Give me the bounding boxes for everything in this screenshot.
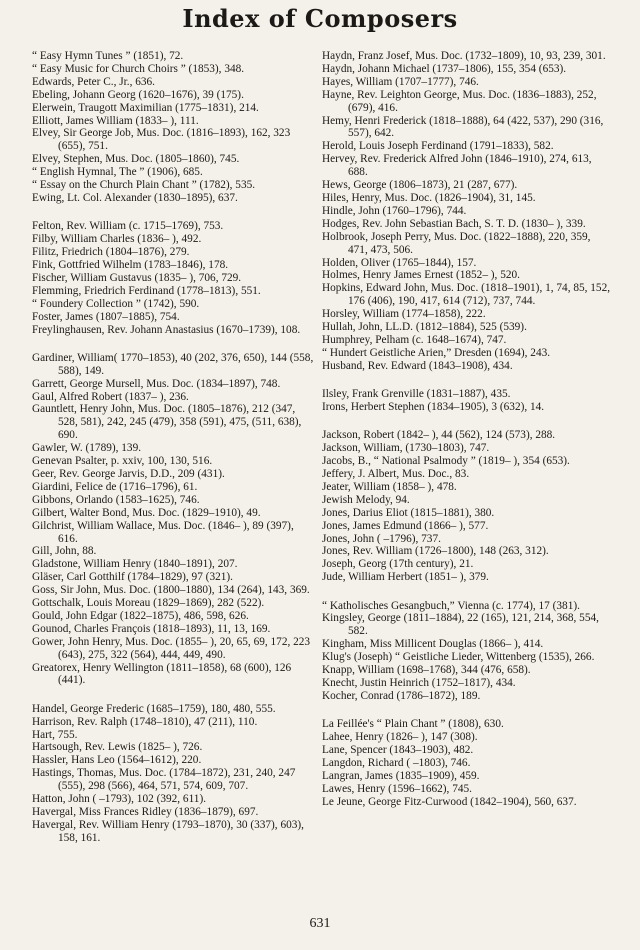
index-entry: Hervey, Rev. Frederick Alfred John (1846–1910), 274, 613, 688. <box>322 153 592 179</box>
index-entry: Knapp, William (1698–1768), 344 (476, 658). <box>322 664 531 677</box>
index-entry: Elvey, Stephen, Mus. Doc. (1805–1860), 745. <box>32 153 240 166</box>
index-entry: Langran, James (1835–1909), 459. <box>322 769 480 782</box>
index-entry: Kocher, Conrad (1786–1872), 189. <box>322 689 481 702</box>
letter-group <box>32 352 316 688</box>
left-column <box>32 50 316 845</box>
index-entry: Gould, John Edgar (1822–1875), 486, 598, 626. <box>32 609 249 622</box>
index-entry: Haydn, Franz Josef, Mus. Doc. (1732–1809), 10, 93, 239, 301. <box>322 50 606 62</box>
right-column <box>322 50 612 809</box>
index-entry: Genevan Psalter, p. xxiv, 100, 130, 516. <box>32 455 213 468</box>
index-entry: Garrett, George Mursell, Mus. Doc. (1834–1897), 748. <box>32 377 281 390</box>
index-entry: Giardini, Felice de (1716–1796), 61. <box>32 480 198 493</box>
index-entry: Holmes, Henry James Ernest (1852– ), 520. <box>322 269 520 282</box>
page-title: Index of Composers <box>182 4 458 33</box>
index-entry: “ Easy Music for Church Choirs ” (1853), 348. <box>32 62 245 75</box>
index-entry: Harrison, Rev. Ralph (1748–1810), 47 (211), 110. <box>32 715 258 728</box>
index-entry: Lane, Spencer (1843–1903), 482. <box>322 743 474 756</box>
index-entry: Hiles, Henry, Mus. Doc. (1826–1904), 31, 145. <box>322 191 536 204</box>
index-entry: Humphrey, Pelham (c. 1648–1674), 747. <box>322 333 507 346</box>
index-entry: Jacobs, B., “ National Psalmody ” (1819– ), 354 (653). <box>322 455 570 468</box>
index-entry: Hayne, Rev. Leighton George, Mus. Doc. (1836–1883), 252, (679), 416. <box>322 88 597 114</box>
index-entry: “ Hundert Geistliche Arien,” Dresden (1694), 243. <box>322 346 551 359</box>
index-entry: “ Foundery Collection ” (1742), 590. <box>32 297 200 310</box>
index-entry: Gaul, Alfred Robert (1837– ), 236. <box>32 390 189 403</box>
index-entry: Hemy, Henri Frederick (1818–1888), 64 (422, 537), 290 (316, 557), 642. <box>322 114 604 140</box>
index-entry: Gounod, Charles François (1818–1893), 11, 13, 169. <box>32 622 271 635</box>
index-entry: Jeffery, J. Albert, Mus. Doc., 83. <box>322 467 470 480</box>
index-entry: Herold, Louis Joseph Ferdinand (1791–1833), 582. <box>322 140 554 153</box>
index-entry: Filby, William Charles (1836– ), 492. <box>32 233 202 246</box>
index-entry: Le Jeune, George Fitz-Curwood (1842–1904), 560, 637. <box>322 795 577 808</box>
index-entry: Klug's (Joseph) “ Geistliche Lieder, Wittenberg (1535), 266. <box>322 651 595 664</box>
index-entry: Jones, Darius Eliot (1815–1881), 380. <box>322 506 495 519</box>
index-entry: Irons, Herbert Stephen (1834–1905), 3 (632), 14. <box>322 400 545 413</box>
index-entry: “ Essay on the Church Plain Chant ” (1782), 535. <box>32 179 256 192</box>
index-entry: “ English Hymnal, The ” (1906), 685. <box>32 166 203 179</box>
index-entry: Gibbons, Orlando (1583–1625), 746. <box>32 493 200 506</box>
letter-group <box>322 429 612 584</box>
index-entry: Holbrook, Joseph Perry, Mus. Doc. (1822–1888), 220, 359, 471, 473, 506. <box>322 230 591 256</box>
index-entry: Kingham, Miss Millicent Douglas (1866– ), 414. <box>322 638 544 651</box>
index-entry: Gawler, W. (1789), 139. <box>32 442 142 455</box>
index-entry: “ Easy Hymn Tunes ” (1851), 72. <box>32 50 184 62</box>
index-entry: Freylinghausen, Rev. Johann Anastasius (1670–1739), 108. <box>32 323 301 336</box>
index-entry: Lawes, Henry (1596–1662), 745. <box>322 782 472 795</box>
index-entry: Gläser, Carl Gotthilf (1784–1829), 97 (321). <box>32 571 233 584</box>
index-entry: Joseph, Georg (17th century), 21. <box>322 558 474 571</box>
index-entry: Foster, James (1807–1885), 754. <box>32 310 180 323</box>
index-entry: Gower, John Henry, Mus. Doc. (1855– ), 20, 65, 69, 172, 223 (643), 275, 322 (564), 444, 449, 490. <box>32 635 311 661</box>
page-number: 631 <box>309 916 331 931</box>
index-entry: Hastings, Thomas, Mus. Doc. (1784–1872), 231, 240, 247 (555), 298 (566), 464, 571, 574, 609, 707. <box>32 767 296 793</box>
index-entry: Jones, James Edmund (1866– ), 577. <box>322 519 489 532</box>
letter-group <box>322 388 612 414</box>
letter-group <box>322 718 612 808</box>
letter-group <box>32 220 316 336</box>
index-entry: Hart, 755. <box>32 728 78 741</box>
index-entry: Langdon, Richard ( –1803), 746. <box>322 756 471 769</box>
index-entry: “ Katholisches Gesangbuch,” Vienna (c. 1774), 17 (381). <box>322 599 580 612</box>
index-entry: Ebeling, Johann Georg (1620–1676), 39 (175). <box>32 88 244 101</box>
index-entry: Flemming, Friedrich Ferdinand (1778–1813), 551. <box>32 284 261 297</box>
index-entry: Felton, Rev. William (c. 1715–1769), 753. <box>32 220 224 233</box>
index-entry: Gilbert, Walter Bond, Mus. Doc. (1829–1910), 49. <box>32 506 261 519</box>
index-entry: Kingsley, George (1811–1884), 22 (165), 121, 214, 368, 554, 582. <box>322 612 599 638</box>
index-entry: Ilsley, Frank Grenville (1831–1887), 435. <box>322 388 511 401</box>
index-entry: Hews, George (1806–1873), 21 (287, 677). <box>322 179 518 192</box>
index-entry: Fink, Gottfried Wilhelm (1783–1846), 178. <box>32 258 229 271</box>
index-entry: Hindle, John (1760–1796), 744. <box>322 204 467 217</box>
index-entry: Gladstone, William Henry (1840–1891), 207. <box>32 558 238 571</box>
index-entry: Havergal, Miss Frances Ridley (1836–1879), 697. <box>32 806 259 819</box>
index-entry: La Feillée's “ Plain Chant ” (1808), 630. <box>322 718 504 731</box>
index-entry: Gilchrist, William Wallace, Mus. Doc. (1846– ), 89 (397), 616. <box>32 519 294 545</box>
index-entry: Hayes, William (1707–1777), 746. <box>322 75 479 88</box>
index-entry: Jackson, Robert (1842– ), 44 (562), 124 (573), 288. <box>322 429 556 442</box>
index-entry: Lahee, Henry (1826– ), 147 (308). <box>322 731 478 744</box>
letter-group <box>322 600 612 703</box>
index-entry: Handel, George Frederic (1685–1759), 180, 480, 555. <box>32 702 276 715</box>
index-entry: Husband, Rev. Edward (1843–1908), 434. <box>322 359 513 372</box>
index-entry: Horsley, William (1774–1858), 222. <box>322 308 486 321</box>
index-entry: Haydn, Johann Michael (1737–1806), 155, 354 (653). <box>322 62 567 75</box>
index-entry: Holden, Oliver (1765–1844), 157. <box>322 256 477 269</box>
index-entry: Jones, John ( –1796), 737. <box>322 532 441 545</box>
index-entry: Jewish Melody, 94. <box>322 493 410 506</box>
index-entry: Havergal, Rev. William Henry (1793–1870), 30 (337), 603), 158, 161. <box>32 818 304 844</box>
index-entry: Hartsough, Rev. Lewis (1825– ), 726. <box>32 741 203 754</box>
index-entry: Geer, Rev. George Jarvis, D.D., 209 (431). <box>32 467 225 480</box>
index-entry: Hatton, John ( –1793), 102 (392, 611). <box>32 793 207 806</box>
index-entry: Ewing, Lt. Col. Alexander (1830–1895), 637. <box>32 191 238 204</box>
index-entry: Gill, John, 88. <box>32 545 97 558</box>
index-entry: Jones, Rev. William (1726–1800), 148 (263, 312). <box>322 545 549 558</box>
letter-group <box>32 703 316 845</box>
index-entry: Elliott, James William (1833– ), 111. <box>32 114 199 127</box>
index-entry: Hopkins, Edward John, Mus. Doc. (1818–1901), 1, 74, 85, 152, 176 (406), 190, 417, 614 (712), 737, 744. <box>322 282 611 308</box>
letter-group <box>322 50 612 373</box>
index-entry: Jude, William Herbert (1851– ), 379. <box>322 571 489 584</box>
letter-group <box>32 50 316 205</box>
index-entry: Hassler, Hans Leo (1564–1612), 220. <box>32 754 202 767</box>
index-entry: Fischer, William Gustavus (1835– ), 706, 729. <box>32 271 242 284</box>
index-entry: Filitz, Friedrich (1804–1876), 279. <box>32 246 190 259</box>
index-entry: Greatorex, Henry Wellington (1811–1858), 68 (600), 126 (441). <box>32 661 292 687</box>
index-entry: Hullah, John, LL.D. (1812–1884), 525 (539). <box>322 321 527 334</box>
index-entry: Gottschalk, Louis Moreau (1829–1869), 282 (522). <box>32 597 265 610</box>
index-entry: Knecht, Justin Heinrich (1752–1817), 434. <box>322 676 516 689</box>
index-entry: Jeater, William (1858– ), 478. <box>322 480 457 493</box>
index-entry: Jackson, William, (1730–1803), 747. <box>322 442 490 455</box>
index-entry: Goss, Sir John, Mus. Doc. (1800–1880), 134 (264), 143, 369. <box>32 584 310 597</box>
index-entry: Elerwein, Traugott Maximilian (1775–1831), 214. <box>32 101 259 114</box>
index-entry: Hodges, Rev. John Sebastian Bach, S. T. D. (1830– ), 339. <box>322 217 586 230</box>
index-entry: Gardiner, William( 1770–1853), 40 (202, 376, 650), 144 (558, 588), 149. <box>32 351 314 377</box>
index-entry: Gauntlett, Henry John, Mus. Doc. (1805–1876), 212 (347, 528, 581), 242, 245 (479), 358 (591), 475, (511, 638), 690. <box>32 403 302 442</box>
index-entry: Elvey, Sir George Job, Mus. Doc. (1816–1893), 162, 323 (655), 751. <box>32 127 291 153</box>
index-entry: Edwards, Peter C., Jr., 636. <box>32 75 155 88</box>
